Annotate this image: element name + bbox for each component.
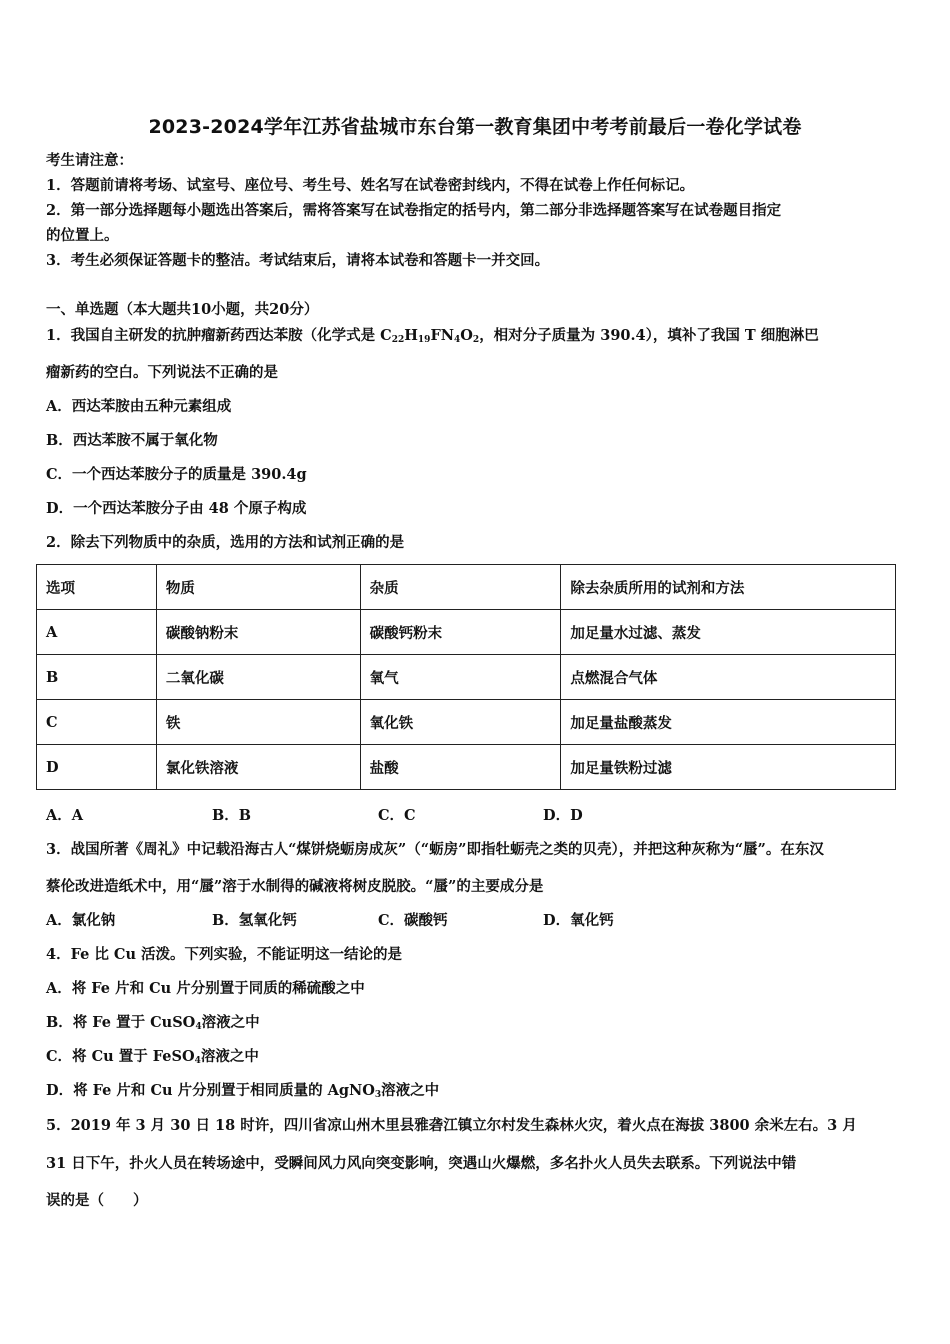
q3-option-c: C．碳酸钙 bbox=[378, 912, 448, 929]
notice-item: 2．第一部分选择题每小题选出答案后，需将答案写在试卷指定的括号内，第二部分非选择题答案写在试卷题目指定 bbox=[46, 202, 782, 219]
q2-option-b: B．B bbox=[212, 807, 252, 824]
table-cell: 氧气 bbox=[360, 655, 561, 700]
notice-item: 的位置上。 bbox=[46, 227, 119, 244]
q5-stem-line1: 5．2019 年 3 月 30 日 18 时许，四川省凉山州木里县雅砻江镇立尔村发生森林火灾，着火点在海拔 3800 余米左右。3 月 bbox=[46, 1117, 857, 1134]
q1-option-c: C．一个西达苯胺分子的质量是 390.4g bbox=[46, 466, 307, 483]
table-row bbox=[37, 655, 896, 700]
q4-option-a: A．将 Fe 片和 Cu 片分别置于同质的稀硫酸之中 bbox=[46, 980, 365, 997]
q3-stem-line2: 蔡伦改进造纸术中，用“蜃”溶于水制得的碱液将树皮脱胶。“蜃”的主要成分是 bbox=[46, 878, 544, 895]
table-header-cell: 杂质 bbox=[360, 565, 561, 610]
table-cell: 加足量水过滤、蒸发 bbox=[561, 610, 896, 655]
q2-option-a: A．A bbox=[46, 807, 84, 824]
notice-heading: 考生请注意： bbox=[46, 152, 133, 169]
table-row bbox=[37, 610, 896, 655]
exam-title: 2023-2024学年江苏省盐城市东台第一教育集团中考考前最后一卷化学试卷 bbox=[148, 116, 802, 138]
q3-option-b: B．氢氧化钙 bbox=[212, 912, 297, 929]
table-cell: C bbox=[37, 700, 157, 745]
table-cell: 氯化铁溶液 bbox=[156, 745, 360, 790]
q5-stem-line3: 误的是（ ） bbox=[46, 1192, 148, 1209]
q2-stem: 2．除去下列物质中的杂质，选用的方法和试剂正确的是 bbox=[46, 534, 405, 551]
q3-option-d: D．氧化钙 bbox=[543, 912, 614, 929]
notice-item: 3．考生必须保证答题卡的整洁。考试结束后，请将本试卷和答题卡一并交回。 bbox=[46, 252, 550, 269]
q2-option-c: C．C bbox=[378, 807, 416, 824]
table-header-row bbox=[37, 565, 896, 610]
table-row bbox=[37, 745, 896, 790]
q2-table bbox=[36, 564, 896, 790]
q4-option-b: B．将 Fe 置于 CuSO$_4$溶液之中 bbox=[46, 1014, 260, 1032]
table-header-cell: 除去杂质所用的试剂和方法 bbox=[561, 565, 896, 610]
table-cell: 铁 bbox=[156, 700, 360, 745]
notice-item: 1．答题前请将考场、试室号、座位号、考生号、姓名写在试卷密封线内，不得在试卷上作任何标记。 bbox=[46, 177, 695, 194]
q4-option-d: D．将 Fe 片和 Cu 片分别置于相同质量的 AgNO$_3$溶液之中 bbox=[46, 1082, 440, 1100]
q1-stem-line2: 瘤新药的空白。下列说法不正确的是 bbox=[46, 364, 278, 381]
q4-stem: 4．Fe 比 Cu 活泼。下列实验，不能证明这一结论的是 bbox=[46, 946, 403, 963]
q2-option-d: D．D bbox=[543, 807, 583, 824]
q4-option-c: C．将 Cu 置于 FeSO$_4$溶液之中 bbox=[46, 1048, 259, 1066]
table-cell: A bbox=[37, 610, 157, 655]
table-row bbox=[37, 700, 896, 745]
table-cell: B bbox=[37, 655, 157, 700]
table-cell: 加足量铁粉过滤 bbox=[561, 745, 896, 790]
q1-option-b: B．西达苯胺不属于氧化物 bbox=[46, 432, 218, 449]
table-cell: 二氧化碳 bbox=[156, 655, 360, 700]
q1-option-d: D．一个西达苯胺分子由 48 个原子构成 bbox=[46, 500, 307, 517]
section-heading: 一、单选题（本大题共10小题，共20分） bbox=[46, 301, 319, 318]
q3-option-a: A．氯化钠 bbox=[46, 912, 116, 929]
table-cell: 碳酸钠粉末 bbox=[156, 610, 360, 655]
table-cell: 盐酸 bbox=[360, 745, 561, 790]
q5-stem-line2: 31 日下午，扑火人员在转场途中，受瞬间风力风向突变影响，突遇山火爆燃，多名扑火人员失去联系。下列说法中错 bbox=[46, 1155, 797, 1172]
table-cell: D bbox=[37, 745, 157, 790]
table-header-cell: 选项 bbox=[37, 565, 157, 610]
q1-option-a: A．西达苯胺由五种元素组成 bbox=[46, 398, 232, 415]
q1-stem-line1: 1．我国自主研发的抗肿瘤新药西达苯胺（化学式是 $C_{22}H_{19}FN_4O_2$，相对分子质量为 390.4），填补了我国 T 细胞淋巴 bbox=[46, 327, 819, 345]
table-cell: 点燃混合气体 bbox=[561, 655, 896, 700]
q3-stem-line1: 3．战国所著《周礼》中记载沿海古人“煤饼烧蛎房成灰”（“蛎房”即指牡蛎壳之类的贝壳），并把这种灰称为“蜃”。在东汉 bbox=[46, 841, 824, 858]
table-cell: 氧化铁 bbox=[360, 700, 561, 745]
table-header-cell: 物质 bbox=[156, 565, 360, 610]
table-cell: 碳酸钙粉末 bbox=[360, 610, 561, 655]
table-cell: 加足量盐酸蒸发 bbox=[561, 700, 896, 745]
